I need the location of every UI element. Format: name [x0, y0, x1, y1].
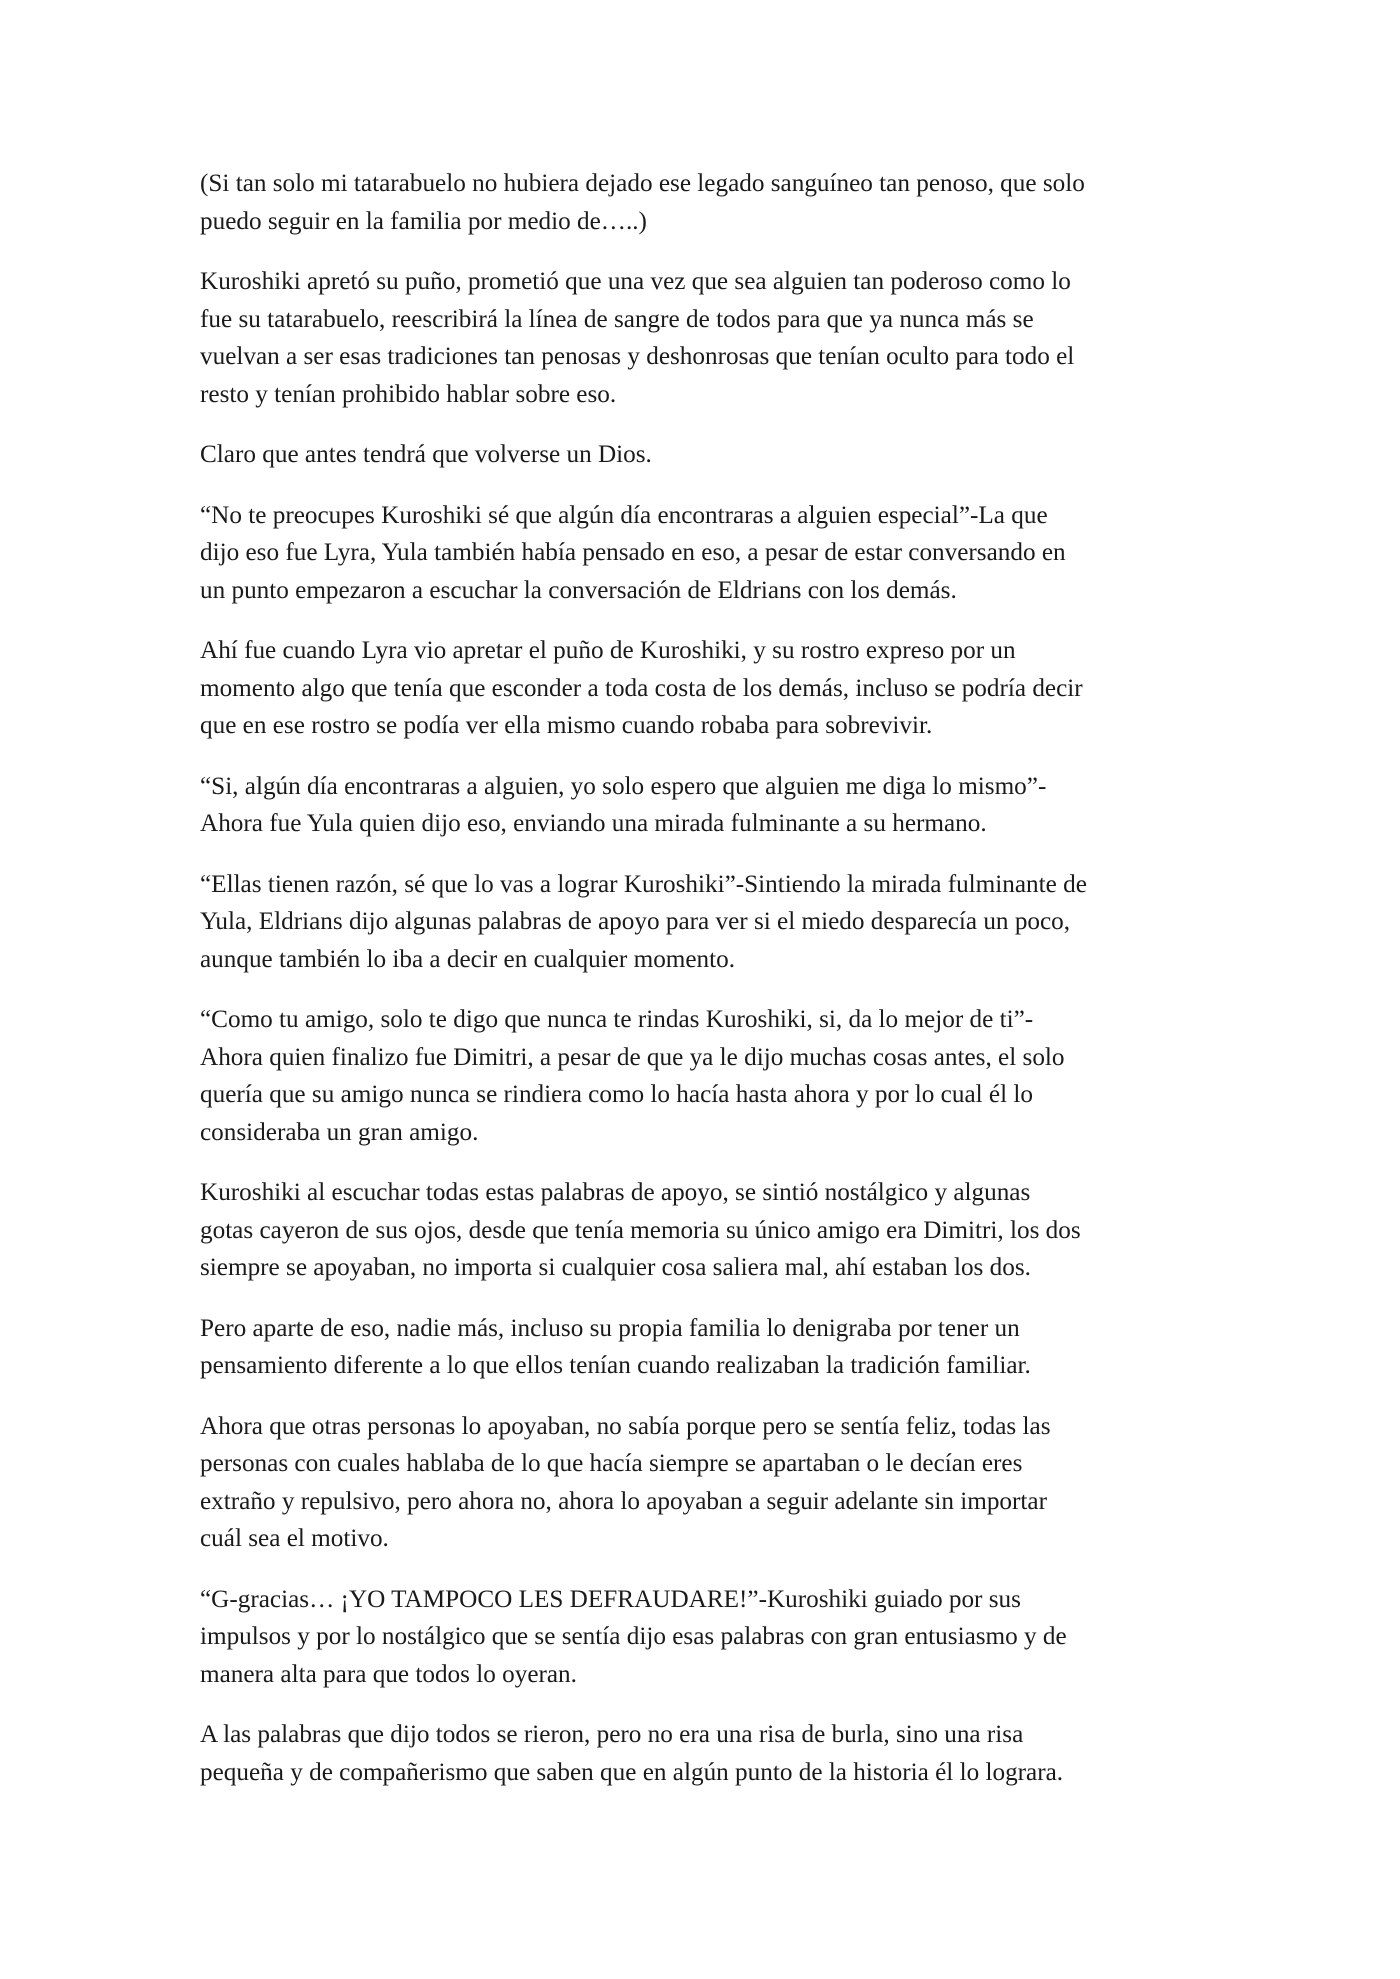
paragraph-2: Kuroshiki apretó su puño, prometió que una vez que sea alguien tan poderoso como lo fue su tatarabuelo, reescribirá la línea de sangre de todos para que ya nunca más se vuelvan a ser esas tradiciones tan penosas y deshonrosas que tenían oculto para todo el resto y tenían prohibido hablar sobre eso. [200, 268, 1075, 408]
document-body [200, 165, 1200, 1814]
paragraph-13: A las palabras que dijo todos se rieron, pero no era una risa de burla, sino una risa pequeña y de compañerismo que saben que en algún punto de la historia él lo lograra. [200, 1721, 1064, 1786]
paragraph-3: Claro que antes tendrá que volverse un Dios. [200, 441, 652, 468]
paragraph-9: Kuroshiki al escuchar todas estas palabras de apoyo, se sintió nostálgico y algunas gotas cayeron de sus ojos, desde que tenía memoria su único amigo era Dimitri, los dos siempre se apoyaban, no importa si cualquier cosa saliera mal, ahí estaban los dos. [200, 1179, 1081, 1281]
paragraph-12: “G-gracias… ¡YO TAMPOCO LES DEFRAUDARE!”-Kuroshiki guiado por sus impulsos y por lo nostálgico que se sentía dijo esas palabras con gran entusiasmo y de manera alta para que todos lo oyeran. [200, 1585, 1067, 1688]
paragraph-6: “Si, algún día encontraras a alguien, yo solo espero que alguien me diga lo mismo”- Ahora fue Yula quien dijo eso, enviando una mirada fulminante a su hermano. [200, 772, 1047, 837]
paragraph-10: Pero aparte de eso, nadie más, incluso su propia familia lo denigraba por tener un pensamiento diferente a lo que ellos tenían cuando realizaban la tradición familiar. [200, 1314, 1031, 1379]
paragraph-7: “Ellas tienen razón, sé que lo vas a lograr Kuroshiki”-Sintiendo la mirada fulminante de Yula, Eldrians dijo algunas palabras de apoyo para ver si el miedo desparecía un poco, aunque también lo iba a decir en cualquier momento. [200, 870, 1087, 973]
paragraph-5: Ahí fue cuando Lyra vio apretar el puño de Kuroshiki, y su rostro expreso por un momento algo que tenía que esconder a toda costa de los demás, incluso se podría decir que en ese rostro se podía ver ella mismo cuando robaba para sobrevivir. [200, 637, 1083, 739]
paragraph-11: Ahora que otras personas lo apoyaban, no sabía porque pero se sentía feliz, todas las personas con cuales hablaba de lo que hacía siempre se apartaban o le decían eres extraño y repulsivo, pero ahora no, ahora lo apoyaban a seguir adelante sin importar cuál sea el motivo. [200, 1412, 1051, 1552]
paragraph-4: “No te preocupes Kuroshiki sé que algún día encontraras a alguien especial”-La que dijo eso fue Lyra, Yula también había pensado en eso, a pesar de estar conversando en un punto empezaron a escuchar la conversación de Eldrians con los demás. [200, 501, 1066, 604]
paragraph-1: (Si tan solo mi tatarabuelo no hubiera dejado ese legado sanguíneo tan penoso, que solo puedo seguir en la familia por medio de…..) [200, 170, 1085, 235]
paragraph-8: “Como tu amigo, solo te digo que nunca te rindas Kuroshiki, si, da lo mejor de ti”- Ahora quien finalizo fue Dimitri, a pesar de que ya le dijo muchas cosas antes, el solo quería que su amigo nunca se rindiera como lo hacía hasta ahora y por lo cual él lo consideraba un gran amigo. [200, 1006, 1065, 1146]
